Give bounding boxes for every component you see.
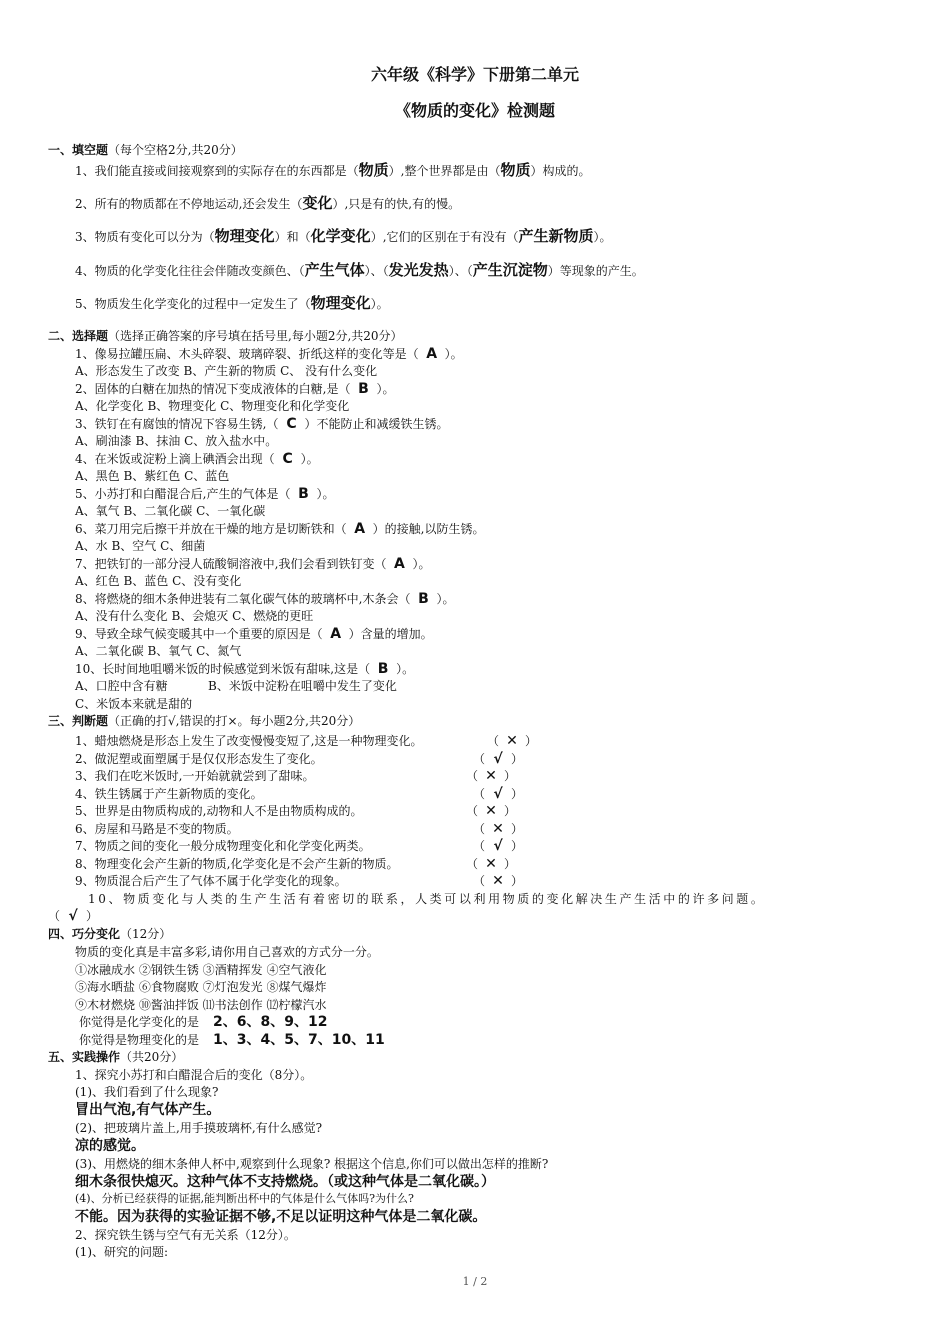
- choice-q3-options: A、刷油漆 B、抹油 C、放入盐水中。: [75, 434, 278, 448]
- section-2-note: （选择正确答案的序号填在括号里,每小题2分,共20分）: [108, 329, 403, 343]
- judge-q1: 1、蜡烛燃烧是形态上发生了改变慢慢变短了,这是一种物理变化。: [75, 734, 423, 748]
- choice-answer: A: [330, 626, 342, 642]
- classify-row: ①冰融成水 ②钢铁生锈 ③酒精挥发 ④空气液化: [75, 963, 327, 977]
- practice-answer: 不能。因为获得的实验证据不够,不足以证明这种气体是二氧化碳。: [75, 1209, 487, 1225]
- judge-mark: （ √ ）: [473, 838, 524, 854]
- section-1-title: 一、填空题: [48, 143, 109, 157]
- choice-answer: B: [298, 486, 309, 502]
- section-3-title: 三、判断题: [48, 714, 109, 728]
- judge-q9: 9、物质混合后产生了气体不属于化学变化的现象。: [75, 874, 347, 888]
- fill-q4: 4、物质的化学变化往往会伴随改变颜色、（产生气体）、（发光发热）、（产生沉淀物）等现象的产生。: [75, 261, 644, 279]
- choice-answer: B: [358, 381, 369, 397]
- choice-q2: 2、固体的白糖在加热的情况下变成液体的白糖,是（ B ）。: [75, 381, 395, 397]
- choice-q10-option-b: B、米饭中淀粉在咀嚼中发生了变化: [208, 679, 397, 693]
- section-3-note: （正确的打√,错误的打×。每小题2分,共20分）: [108, 714, 361, 728]
- practice-question: (1)、我们看到了什么现象?: [75, 1085, 219, 1099]
- fill-q1: 1、我们能直接或间接观察到的实际存在的东西都是（物质）,整个世界都是由（物质）构成的。: [75, 161, 591, 179]
- choice-answer: A: [354, 521, 366, 537]
- judge-mark: （ ✕ ）: [466, 803, 517, 819]
- choice-answer: B: [377, 661, 389, 677]
- choice-q9-options: A、二氧化碳 B、氧气 C、氮气: [75, 644, 242, 658]
- section-4-heading: [48, 926, 171, 942]
- choice-q6-options: A、水 B、空气 C、细菌: [75, 539, 206, 553]
- choice-q4-options: A、黑色 B、紫红色 C、蓝色: [75, 469, 230, 483]
- fill-q3: 3、物质有变化可以分为（物理变化）和（化学变化）,它们的区别在于有没有（产生新物质）。: [75, 227, 612, 245]
- judge-mark: （ √ ）: [48, 908, 99, 924]
- choice-q10: 10、长时间地咀嚼米饭的时候感觉到米饭有甜味,这是（ B ）。: [75, 661, 415, 677]
- judge-mark: （ √ ）: [473, 751, 524, 767]
- judge-mark: （ ✕ ）: [466, 768, 517, 784]
- page-title: 六年级《科学》下册第二单元: [370, 65, 579, 84]
- judge-q6: 6、房屋和马路是不变的物质。: [75, 822, 239, 836]
- page-subtitle: 《物质的变化》检测题: [394, 101, 555, 120]
- fill-q5: 5、物质发生化学变化的过程中一定发生了（物理变化）。: [75, 294, 389, 312]
- fill-answer: 产生新物质: [518, 227, 594, 245]
- practice-question: (2)、把玻璃片盖上,用手摸玻璃杯,有什么感觉?: [75, 1121, 323, 1135]
- section-2-heading: [48, 328, 403, 344]
- section-2-title: 二、选择题: [48, 329, 109, 343]
- choice-answer: C: [282, 451, 293, 467]
- chemical-answer: 2、6、8、9、12: [213, 1014, 328, 1030]
- section-4-note: （12分）: [120, 927, 172, 941]
- judge-q10: 10、物质变化与人类的生产生活有着密切的联系，人类可以利用物质的变化解决生产生活中的许多问题。: [88, 892, 766, 906]
- practice-question: (3)、用燃烧的细木条伸人杯中,观察到什么现象? 根据这个信息,你们可以做出怎样的推断?: [75, 1157, 549, 1171]
- physical-answer: 1、3、4、5、7、10、11: [213, 1032, 385, 1048]
- choice-q10-option-a: A、口腔中含有糖: [75, 679, 168, 693]
- choice-answer: C: [286, 416, 297, 432]
- fill-answer: 物质: [358, 161, 389, 179]
- choice-q8-options: A、没有什么变化 B、会熄灭 C、燃烧的更旺: [75, 609, 314, 623]
- fill-q2: 2、所有的物质都在不停地运动,还会发生（变化）,只是有的快,有的慢。: [75, 194, 461, 212]
- choice-q7-options: A、红色 B、蓝色 C、没有变化: [75, 574, 242, 588]
- fill-answer: 产生沉淀物: [472, 261, 548, 279]
- section-1-note: （每个空格2分,共20分）: [108, 143, 243, 157]
- choice-q9: 9、导致全球气候变暖其中一个重要的原因是（ A ）含量的增加。: [75, 626, 433, 642]
- classify-intro: 物质的变化真是丰富多彩,请你用自己喜欢的方式分一分。: [75, 945, 379, 959]
- fill-answer: 物质: [500, 161, 531, 179]
- choice-q10-option-c: C、米饭本来就是甜的: [75, 697, 193, 711]
- choice-q6: 6、菜刀用完后擦干并放在干燥的地方是切断铁和（ A ）的接触,以防生锈。: [75, 521, 485, 537]
- choice-answer: A: [426, 346, 438, 362]
- judge-mark: （ ✕ ）: [473, 821, 524, 837]
- fill-answer: 物理变化: [310, 294, 371, 312]
- judge-mark: （ ✕ ）: [466, 856, 517, 872]
- page-number: 1 / 2: [462, 1275, 488, 1288]
- section-5-note: （共20分）: [120, 1050, 184, 1064]
- judge-q2: 2、做泥塑或面塑属于是仅仅形态发生了变化。: [75, 752, 323, 766]
- chemical-answer-line: 你觉得是化学变化的是 2、6、8、9、12: [79, 1014, 328, 1030]
- section-5-title: 五、实践操作: [48, 1050, 121, 1064]
- judge-q8: 8、物理变化会产生新的物质,化学变化是不会产生新的物质。: [75, 857, 399, 871]
- choice-q5-options: A、氧气 B、二氧化碳 C、一氧化碳: [75, 504, 266, 518]
- section-5-heading: [48, 1049, 183, 1065]
- classify-row: ⑨木材燃烧 ⑩酱油拌饭 ⑾书法创作 ⑿柠檬汽水: [75, 998, 327, 1012]
- practice-task-1: 1、探究小苏打和白醋混合后的变化（8分）。: [75, 1068, 313, 1082]
- choice-q1-options: A、形态发生了改变 B、产生新的物质 C、 没有什么变化: [75, 364, 378, 378]
- practice-question: (1)、研究的问题:: [75, 1245, 169, 1259]
- choice-q2-options: A、化学变化 B、物理变化 C、物理变化和化学变化: [75, 399, 350, 413]
- classify-row: ⑤海水晒盐 ⑥食物腐败 ⑦灯泡发光 ⑧煤气爆炸: [75, 980, 327, 994]
- practice-answer: 凉的感觉。: [75, 1138, 145, 1154]
- choice-q1: 1、像易拉罐压扁、木头碎裂、玻璃碎裂、折纸这样的变化等是（ A ）。: [75, 346, 463, 362]
- choice-answer: A: [394, 556, 405, 572]
- judge-q5: 5、世界是由物质构成的,动物和人不是由物质构成的。: [75, 804, 363, 818]
- choice-q3: 3、铁钉在有腐蚀的情况下容易生锈,（ C ）不能防止和减缓铁生锈。: [75, 416, 449, 432]
- fill-answer: 产生气体: [304, 261, 365, 279]
- choice-q8: 8、将燃烧的细木条伸进装有二氧化碳气体的玻璃杯中,木条会（ B ）。: [75, 591, 455, 607]
- section-3-heading: [48, 713, 360, 729]
- judge-q7: 7、物质之间的变化一般分成物理变化和化学变化两类。: [75, 839, 371, 853]
- practice-answer: 冒出气泡,有气体产生。: [75, 1102, 221, 1118]
- judge-mark: （ ✕ ）: [473, 873, 524, 889]
- judge-mark: （ ✕ ）: [487, 733, 538, 749]
- judge-q3: 3、我们在吃米饭时,一开始就就尝到了甜味。: [75, 769, 315, 783]
- fill-answer: 化学变化: [310, 227, 371, 245]
- physical-answer-line: 你觉得是物理变化的是 1、3、4、5、7、10、11: [79, 1032, 385, 1048]
- section-1-heading: [48, 142, 243, 158]
- practice-question: (4)、分析已经获得的证据,能判断出杯中的气体是什么气体吗?为什么?: [75, 1192, 414, 1205]
- fill-answer: 发光发热: [388, 261, 449, 279]
- judge-mark: （ √ ）: [473, 786, 524, 802]
- choice-q7: 7、把铁钉的一部分浸人硫酸铜溶液中,我们会看到铁钉变（ A ）。: [75, 556, 431, 572]
- fill-answer: 变化: [302, 194, 333, 212]
- choice-answer: B: [418, 591, 429, 607]
- choice-q4: 4、在米饭或淀粉上滴上碘酒会出现（ C ）。: [75, 451, 319, 467]
- choice-q5: 5、小苏打和白醋混合后,产生的气体是（ B ）。: [75, 486, 335, 502]
- judge-q4: 4、铁生锈属于产生新物质的变化。: [75, 787, 263, 801]
- practice-answer: 细木条很快熄灭。这种气体不支持燃烧。（或这种气体是二氧化碳。）: [75, 1174, 495, 1190]
- section-4-title: 四、巧分变化: [48, 927, 121, 941]
- fill-answer: 物理变化: [214, 227, 275, 245]
- practice-task-2: 2、探究铁生锈与空气有无关系（12分）。: [75, 1228, 296, 1242]
